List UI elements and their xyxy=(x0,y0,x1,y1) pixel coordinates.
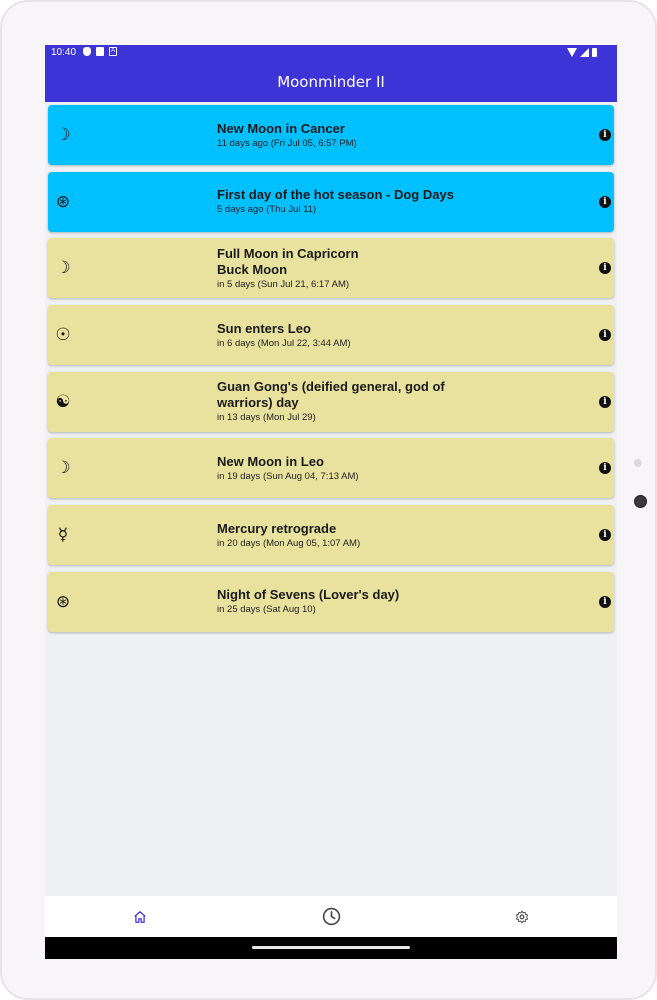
info-icon[interactable]: i xyxy=(599,196,611,208)
event-card[interactable] xyxy=(48,238,614,298)
event-subtitle: in 13 days (Mon Jul 29) xyxy=(217,412,316,424)
signal-icon xyxy=(580,48,589,57)
event-text xyxy=(217,372,497,432)
info-icon[interactable]: i xyxy=(599,396,611,408)
event-subtitle: 11 days ago (Fri Jul 05, 6:57 PM) xyxy=(217,137,357,149)
event-title: First day of the hot season - Dog Days xyxy=(217,187,454,203)
event-text xyxy=(217,572,497,632)
event-text xyxy=(217,238,497,298)
event-card[interactable] xyxy=(48,172,614,232)
info-icon[interactable]: i xyxy=(599,462,611,474)
event-list xyxy=(48,105,614,639)
nav-settings[interactable] xyxy=(492,896,552,937)
event-title: Mercury retrograde xyxy=(217,520,337,536)
event-subtitle: in 19 days (Sun Aug 04, 7:13 AM) xyxy=(217,470,359,482)
event-text xyxy=(217,438,497,498)
event-text xyxy=(217,172,497,232)
bottom-navigation xyxy=(45,896,617,937)
event-text xyxy=(217,505,497,565)
clock-icon xyxy=(322,907,341,926)
screen xyxy=(45,45,617,959)
sim-icon xyxy=(96,47,104,56)
event-subtitle: in 25 days (Sat Aug 10) xyxy=(217,604,316,616)
event-title: New Moon in Cancer xyxy=(217,120,345,136)
notification-icons xyxy=(83,47,117,56)
app-title: Moonminder II xyxy=(277,73,385,91)
camera xyxy=(634,495,647,508)
festival-icon: ⊛ xyxy=(55,591,71,612)
info-icon[interactable]: i xyxy=(599,262,611,274)
shield-icon xyxy=(83,47,91,56)
moon-icon: ☽ xyxy=(55,458,71,479)
system-navigation-bar xyxy=(45,937,617,959)
info-icon[interactable]: i xyxy=(599,529,611,541)
moon-icon: ☽ xyxy=(55,125,71,145)
event-title: Guan Gong's (deified general, god of warriors) day xyxy=(217,379,445,411)
event-title: New Moon in Leo xyxy=(217,453,324,469)
event-title: Sun enters Leo xyxy=(217,320,311,336)
wifi-icon xyxy=(567,48,577,57)
nav-home[interactable] xyxy=(110,896,170,937)
sun-icon: ☉ xyxy=(55,325,71,346)
event-subtitle: in 20 days (Mon Aug 05, 1:07 AM) xyxy=(217,537,361,549)
event-card[interactable] xyxy=(48,105,614,165)
app-bar xyxy=(45,62,617,102)
event-card[interactable] xyxy=(48,572,614,632)
info-icon[interactable]: i xyxy=(599,596,611,608)
gesture-handle[interactable] xyxy=(252,946,410,949)
festival-icon: ⊛ xyxy=(55,191,71,212)
event-card[interactable] xyxy=(48,438,614,498)
status-bar xyxy=(45,45,617,62)
event-text xyxy=(217,305,497,365)
event-text xyxy=(217,105,497,165)
event-card[interactable] xyxy=(48,305,614,365)
yin-yang-icon: ☯ xyxy=(55,391,71,412)
app-notification-icon: A xyxy=(110,48,115,54)
nav-history[interactable] xyxy=(301,896,361,937)
settings-icon xyxy=(515,910,529,924)
moon-icon: ☽ xyxy=(55,258,71,279)
info-icon[interactable]: i xyxy=(599,329,611,341)
home-icon xyxy=(133,910,147,924)
event-title: Night of Sevens (Lover's day) xyxy=(217,587,400,603)
battery-icon xyxy=(592,48,597,57)
event-card[interactable] xyxy=(48,372,614,432)
event-subtitle: 5 days ago (Thu Jul 11) xyxy=(217,204,317,216)
event-subtitle: in 5 days (Sun Jul 21, 6:17 AM) xyxy=(217,278,350,290)
event-title: Full Moon in Capricorn Buck Moon xyxy=(217,245,359,277)
event-subtitle: in 6 days (Mon Jul 22, 3:44 AM) xyxy=(217,337,351,349)
info-icon[interactable]: i xyxy=(599,129,611,141)
event-card[interactable] xyxy=(48,505,614,565)
system-icons xyxy=(567,48,597,57)
sensor-dot xyxy=(634,459,642,467)
status-time: 10:40 xyxy=(51,47,77,58)
mercury-icon: ☿ xyxy=(57,525,69,546)
